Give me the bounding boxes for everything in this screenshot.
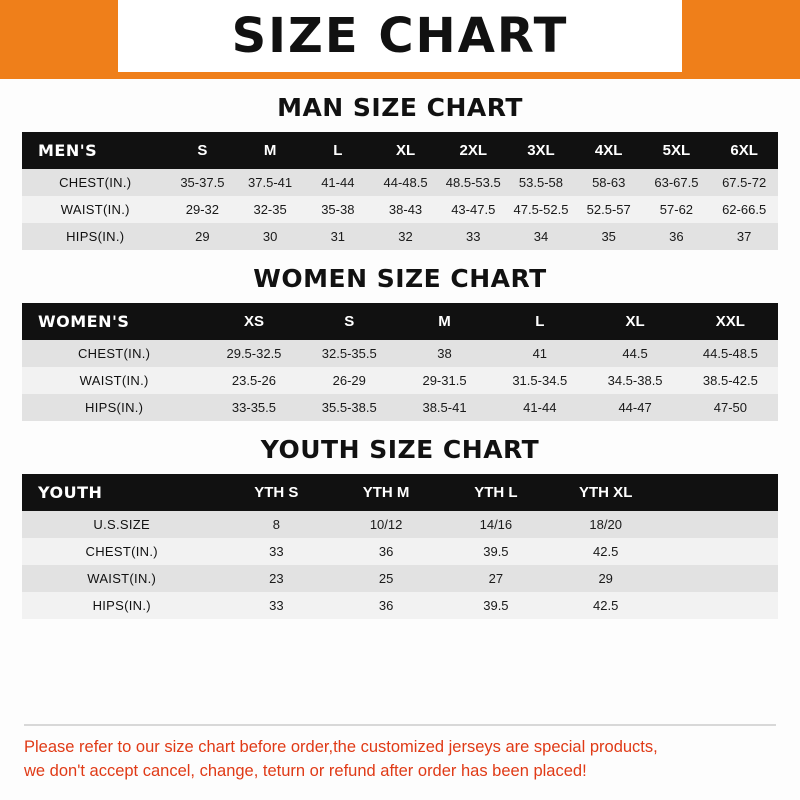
women-waist-xl: 34.5-38.5 bbox=[587, 367, 682, 394]
youth-chest-xl: 42.5 bbox=[551, 538, 661, 565]
men-hips-3xl: 34 bbox=[507, 223, 575, 250]
women-col-m: M bbox=[397, 303, 492, 340]
table-header-row bbox=[22, 303, 778, 340]
women-row-label-waist: WAIST(IN.) bbox=[22, 367, 206, 394]
men-col-xl: XL bbox=[372, 132, 440, 169]
youth-waist-l: 27 bbox=[441, 565, 551, 592]
youth-size-table bbox=[22, 474, 778, 619]
men-waist-s: 29-32 bbox=[169, 196, 237, 223]
men-col-3xl: 3XL bbox=[507, 132, 575, 169]
women-row-label-chest: CHEST(IN.) bbox=[22, 340, 206, 367]
men-hips-xl: 32 bbox=[372, 223, 440, 250]
women-col-xs: XS bbox=[206, 303, 301, 340]
youth-waist-m: 25 bbox=[331, 565, 441, 592]
women-table-head bbox=[22, 303, 778, 340]
header-band-right-block bbox=[682, 0, 800, 72]
men-size-table bbox=[22, 132, 778, 250]
table-row bbox=[22, 223, 778, 250]
women-hips-xs: 33-35.5 bbox=[206, 394, 301, 421]
women-waist-xs: 23.5-26 bbox=[206, 367, 301, 394]
table-row bbox=[22, 565, 778, 592]
youth-table-body bbox=[22, 511, 778, 619]
women-col-s: S bbox=[302, 303, 397, 340]
women-chest-xs: 29.5-32.5 bbox=[206, 340, 301, 367]
women-hips-l: 41-44 bbox=[492, 394, 587, 421]
table-row bbox=[22, 538, 778, 565]
youth-row-label-waist: WAIST(IN.) bbox=[22, 565, 221, 592]
women-chest-xl: 44.5 bbox=[587, 340, 682, 367]
youth-ussize-spacer bbox=[661, 511, 778, 538]
men-hips-5xl: 36 bbox=[643, 223, 711, 250]
youth-chest-s: 33 bbox=[221, 538, 331, 565]
youth-ussize-m: 10/12 bbox=[331, 511, 441, 538]
men-waist-2xl: 43-47.5 bbox=[439, 196, 507, 223]
women-chest-l: 41 bbox=[492, 340, 587, 367]
header-underline bbox=[0, 72, 800, 79]
youth-col-xl: YTH XL bbox=[551, 474, 661, 511]
men-chest-5xl: 63-67.5 bbox=[643, 169, 711, 196]
men-chest-4xl: 58-63 bbox=[575, 169, 643, 196]
men-waist-6xl: 62-66.5 bbox=[710, 196, 778, 223]
women-col-xxl: XXL bbox=[683, 303, 778, 340]
table-header-row bbox=[22, 474, 778, 511]
men-col-4xl: 4XL bbox=[575, 132, 643, 169]
youth-hips-xl: 42.5 bbox=[551, 592, 661, 619]
youth-hips-m: 36 bbox=[331, 592, 441, 619]
men-col-2xl: 2XL bbox=[439, 132, 507, 169]
youth-waist-xl: 29 bbox=[551, 565, 661, 592]
men-hips-l: 31 bbox=[304, 223, 372, 250]
men-chest-6xl: 67.5-72 bbox=[710, 169, 778, 196]
table-row bbox=[22, 394, 778, 421]
header-band bbox=[0, 0, 800, 72]
women-chest-s: 32.5-35.5 bbox=[302, 340, 397, 367]
women-hips-s: 35.5-38.5 bbox=[302, 394, 397, 421]
youth-hips-s: 33 bbox=[221, 592, 331, 619]
men-chest-s: 35-37.5 bbox=[169, 169, 237, 196]
footer-divider bbox=[24, 724, 776, 726]
youth-chest-spacer bbox=[661, 538, 778, 565]
women-hips-m: 38.5-41 bbox=[397, 394, 492, 421]
men-hips-2xl: 33 bbox=[439, 223, 507, 250]
men-waist-m: 32-35 bbox=[236, 196, 304, 223]
youth-hips-spacer bbox=[661, 592, 778, 619]
women-hips-xxl: 47-50 bbox=[683, 394, 778, 421]
header-title-area bbox=[118, 0, 682, 72]
men-chest-l: 41-44 bbox=[304, 169, 372, 196]
youth-row-label-ussize: U.S.SIZE bbox=[22, 511, 221, 538]
men-waist-3xl: 47.5-52.5 bbox=[507, 196, 575, 223]
section-title-youth: YOUTH SIZE CHART bbox=[260, 435, 540, 464]
men-table-body bbox=[22, 169, 778, 250]
men-hips-s: 29 bbox=[169, 223, 237, 250]
women-header-label: WOMEN'S bbox=[22, 303, 206, 340]
youth-chest-m: 36 bbox=[331, 538, 441, 565]
page-title: SIZE CHART bbox=[231, 8, 569, 64]
men-col-m: M bbox=[236, 132, 304, 169]
section-title-women: WOMEN SIZE CHART bbox=[253, 264, 547, 293]
men-waist-xl: 38-43 bbox=[372, 196, 440, 223]
women-waist-xxl: 38.5-42.5 bbox=[683, 367, 778, 394]
youth-col-m: YTH M bbox=[331, 474, 441, 511]
men-hips-6xl: 37 bbox=[710, 223, 778, 250]
men-chest-2xl: 48.5-53.5 bbox=[439, 169, 507, 196]
women-hips-xl: 44-47 bbox=[587, 394, 682, 421]
youth-waist-s: 23 bbox=[221, 565, 331, 592]
youth-row-label-chest: CHEST(IN.) bbox=[22, 538, 221, 565]
men-waist-5xl: 57-62 bbox=[643, 196, 711, 223]
men-col-l: L bbox=[304, 132, 372, 169]
table-row bbox=[22, 367, 778, 394]
men-chest-3xl: 53.5-58 bbox=[507, 169, 575, 196]
header-band-left-block bbox=[0, 0, 118, 72]
youth-chest-l: 39.5 bbox=[441, 538, 551, 565]
women-waist-s: 26-29 bbox=[302, 367, 397, 394]
youth-ussize-xl: 18/20 bbox=[551, 511, 661, 538]
youth-col-spacer bbox=[661, 474, 778, 511]
youth-table-head bbox=[22, 474, 778, 511]
women-size-table bbox=[22, 303, 778, 421]
footer-note bbox=[0, 714, 800, 800]
women-chest-m: 38 bbox=[397, 340, 492, 367]
men-hips-m: 30 bbox=[236, 223, 304, 250]
men-table-head bbox=[22, 132, 778, 169]
men-row-label-hips: HIPS(IN.) bbox=[22, 223, 169, 250]
section-title-men: MAN SIZE CHART bbox=[277, 93, 523, 122]
youth-row-label-hips: HIPS(IN.) bbox=[22, 592, 221, 619]
youth-ussize-s: 8 bbox=[221, 511, 331, 538]
women-col-l: L bbox=[492, 303, 587, 340]
youth-waist-spacer bbox=[661, 565, 778, 592]
men-waist-4xl: 52.5-57 bbox=[575, 196, 643, 223]
table-row bbox=[22, 340, 778, 367]
table-row bbox=[22, 511, 778, 538]
men-col-5xl: 5XL bbox=[643, 132, 711, 169]
youth-col-s: YTH S bbox=[221, 474, 331, 511]
men-header-label: MEN'S bbox=[22, 132, 169, 169]
men-row-label-chest: CHEST(IN.) bbox=[22, 169, 169, 196]
table-row bbox=[22, 592, 778, 619]
table-row bbox=[22, 196, 778, 223]
men-col-s: S bbox=[169, 132, 237, 169]
table-row bbox=[22, 169, 778, 196]
youth-ussize-l: 14/16 bbox=[441, 511, 551, 538]
women-chest-xxl: 44.5-48.5 bbox=[683, 340, 778, 367]
women-row-label-hips: HIPS(IN.) bbox=[22, 394, 206, 421]
content-area bbox=[0, 93, 800, 619]
men-chest-xl: 44-48.5 bbox=[372, 169, 440, 196]
women-waist-m: 29-31.5 bbox=[397, 367, 492, 394]
men-waist-l: 35-38 bbox=[304, 196, 372, 223]
footer-note-line-1: Please refer to our size chart before order,the customized jerseys are special products, bbox=[24, 738, 658, 757]
youth-hips-l: 39.5 bbox=[441, 592, 551, 619]
youth-header-label: YOUTH bbox=[22, 474, 221, 511]
women-table-body bbox=[22, 340, 778, 421]
men-col-6xl: 6XL bbox=[710, 132, 778, 169]
women-waist-l: 31.5-34.5 bbox=[492, 367, 587, 394]
men-hips-4xl: 35 bbox=[575, 223, 643, 250]
youth-col-l: YTH L bbox=[441, 474, 551, 511]
footer-note-line-2: we don't accept cancel, change, teturn or refund after order has been placed! bbox=[24, 762, 587, 781]
men-row-label-waist: WAIST(IN.) bbox=[22, 196, 169, 223]
table-header-row bbox=[22, 132, 778, 169]
men-chest-m: 37.5-41 bbox=[236, 169, 304, 196]
women-col-xl: XL bbox=[587, 303, 682, 340]
